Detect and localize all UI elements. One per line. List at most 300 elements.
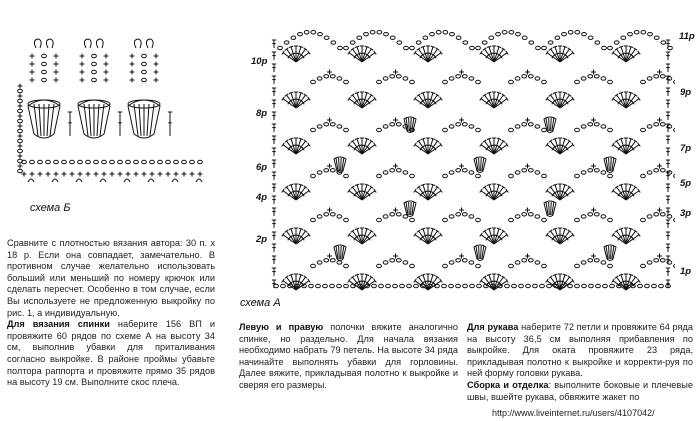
chain-stitch-symbol — [377, 218, 382, 221]
stitch-bar-symbol — [619, 228, 623, 229]
chain-stitch-symbol — [377, 80, 382, 83]
single-crochet-symbol — [104, 62, 109, 67]
chain-stitch-symbol — [654, 75, 659, 78]
stitch-bar-symbol — [431, 138, 435, 139]
chain-stitch-symbol — [396, 123, 401, 126]
single-crochet-symbol — [182, 172, 187, 177]
chain-stitch-symbol — [660, 259, 665, 262]
stitch-bar-symbol — [563, 138, 567, 139]
row-label-1: 1р — [680, 266, 692, 277]
treble-stitch-symbol — [626, 49, 635, 62]
treble-stitch-symbol — [626, 187, 635, 200]
chain-stitch-symbol — [476, 80, 481, 83]
chain-stitch-symbol — [330, 75, 335, 78]
single-crochet-symbol — [38, 172, 43, 177]
treble-stitch-symbol — [353, 95, 362, 108]
stitch-bar-symbol — [497, 46, 501, 47]
chain-stitch-symbol — [462, 169, 467, 172]
stitch-bar-symbol — [487, 92, 491, 93]
chain-stitch-symbol — [575, 128, 580, 131]
chain-stitch-symbol — [509, 218, 514, 221]
chain-stitch-symbol — [92, 54, 97, 57]
chain-stitch-symbol — [311, 128, 316, 131]
chain-stitch-symbol — [654, 169, 659, 172]
single-crochet-symbol — [80, 54, 85, 59]
chain-stitch-symbol — [449, 171, 454, 174]
loop-motif — [34, 39, 53, 48]
stitch-bar-symbol — [487, 46, 491, 47]
chain-stitch-symbol — [533, 284, 538, 287]
chain-stitch-symbol — [462, 213, 467, 216]
bell-rib — [139, 104, 141, 136]
chain-stitch-symbol — [364, 32, 369, 35]
chain-stitch-symbol — [410, 46, 415, 49]
chain-stitch-symbol — [18, 119, 23, 122]
stitch-bar-symbol — [619, 46, 623, 47]
chain-stitch-symbol — [641, 31, 646, 34]
chain-stitch-symbol — [608, 218, 613, 221]
chain-stitch-symbol — [469, 215, 474, 218]
chain-stitch-symbol — [608, 174, 613, 177]
chain-stitch-symbol — [535, 125, 540, 128]
pineapple-rib — [549, 202, 550, 215]
chain-stitch-symbol — [396, 169, 401, 172]
sleeve-body: наберите 72 петли и провяжите 64 ряда на высоту 36,5 см выполняя прибавления по выкройке. Для оката провяжите 23 ряда, прикладывая полотно к выкройке и корректи-руя по ней форму головки рукава. — [467, 322, 693, 379]
stitch-bar-symbol — [289, 184, 293, 185]
chain-stitch-symbol — [410, 174, 415, 177]
single-crochet-symbol — [18, 94, 23, 99]
chain-stitch-symbol — [522, 75, 527, 78]
treble-stitch-symbol — [551, 187, 560, 200]
chain-stitch-symbol — [443, 174, 448, 177]
chain-stitch-symbol — [330, 284, 335, 287]
chain-stitch-symbol — [602, 46, 607, 49]
pineapple-rib — [551, 202, 552, 215]
treble-stitch-symbol — [353, 231, 362, 244]
stitch-bar-symbol — [619, 274, 623, 275]
chain-stitch-symbol — [134, 160, 139, 163]
treble-stitch-symbol — [560, 231, 569, 244]
chain-stitch-symbol — [469, 171, 474, 174]
chain-stitch-symbol — [542, 218, 547, 221]
stitch-bar-symbol — [355, 184, 359, 185]
chain-stitch-symbol — [18, 149, 23, 152]
pineapple-rib — [609, 158, 610, 171]
row-label-10: 10р — [251, 56, 268, 67]
back-body: наберите 156 ВП и провяжите 60 рядов по схеме А на высоту 34 см, выполнив убавки для приталивания согласно выкройке. В районе проймы убавьте полтора раппорта и провяжите прямо 35 рядов на высоту 19 см. Выполните скос плеча. — [7, 319, 216, 388]
chain-stitch-symbol — [512, 284, 517, 287]
treble-stitch-symbol — [428, 141, 437, 154]
chain-stitch-symbol — [383, 171, 388, 174]
treble-stitch-symbol — [485, 231, 494, 244]
chain-stitch-symbol — [601, 171, 606, 174]
chain-stitch-symbol — [190, 160, 195, 163]
chain-stitch-symbol — [542, 128, 547, 131]
picot-symbol — [124, 179, 130, 182]
pineapple-rib — [481, 246, 482, 259]
chain-stitch-symbol — [469, 77, 474, 80]
chain-stitch-symbol — [535, 261, 540, 264]
single-crochet-symbol — [174, 172, 179, 177]
chain-stitch-symbol — [377, 128, 382, 131]
chain-stitch-symbol — [515, 171, 520, 174]
single-crochet-symbol — [657, 254, 662, 259]
stitch-bar-symbol — [421, 46, 425, 47]
chain-stitch-symbol — [608, 46, 613, 49]
chain-stitch-symbol — [588, 123, 593, 126]
chain-stitch-symbol — [601, 125, 606, 128]
single-crochet-symbol — [54, 70, 59, 75]
single-crochet-symbol — [525, 118, 530, 123]
chain-stitch-symbol — [535, 77, 540, 80]
chain-stitch-symbol — [660, 213, 665, 216]
chain-stitch-symbol — [110, 160, 115, 163]
single-crochet-symbol — [158, 172, 163, 177]
treble-stitch-symbol — [287, 277, 296, 290]
chain-stitch-symbol — [608, 128, 613, 131]
treble-stitch-symbol — [626, 141, 635, 154]
chain-stitch-symbol — [659, 284, 664, 287]
chain-stitch-symbol — [588, 213, 593, 216]
bell-rib — [134, 104, 138, 136]
treble-stitch-symbol — [296, 95, 305, 108]
treble-stitch-symbol — [296, 231, 305, 244]
chain-stitch-symbol — [641, 218, 646, 221]
row-label-11: 11р — [679, 31, 695, 42]
treble-stitch-symbol — [353, 187, 362, 200]
single-crochet-symbol — [18, 104, 23, 109]
pineapple-rib — [339, 158, 340, 171]
pineapple-rib — [479, 246, 480, 259]
chain-stitch-symbol — [588, 169, 593, 172]
chain-stitch-symbol — [42, 54, 47, 57]
treble-stitch-symbol — [551, 95, 560, 108]
single-crochet-symbol — [130, 70, 135, 75]
chain-stitch-symbol — [674, 128, 675, 131]
stitch-bar-symbol — [431, 92, 435, 93]
chain-stitch-symbol — [477, 284, 482, 287]
chain-stitch-symbol — [317, 261, 322, 264]
chain-stitch-symbol — [323, 284, 328, 287]
chain-stitch-symbol — [158, 160, 163, 163]
chain-stitch-symbol — [522, 169, 527, 172]
chain-stitch-symbol — [509, 31, 514, 34]
chain-stitch-symbol — [182, 160, 187, 163]
chain-stitch-symbol — [331, 41, 336, 44]
chain-stitch-symbol — [456, 75, 461, 78]
chain-stitch-symbol — [469, 261, 474, 264]
chain-stitch-symbol — [526, 284, 531, 287]
chain-stitch-symbol — [582, 32, 587, 35]
bell-rib — [39, 104, 41, 136]
chain-stitch-symbol — [390, 213, 395, 216]
chain-stitch-symbol — [42, 78, 47, 81]
treble-stitch-symbol — [362, 49, 371, 62]
treble-stitch-symbol — [485, 141, 494, 154]
treble-stitch-symbol — [287, 141, 296, 154]
single-crochet-symbol — [104, 78, 109, 83]
chain-stitch-symbol — [166, 160, 171, 163]
single-crochet-symbol — [198, 172, 203, 177]
chain-stitch-symbol — [330, 169, 335, 172]
chain-stitch-symbol — [284, 41, 289, 44]
single-crochet-symbol — [46, 172, 51, 177]
treble-stitch-symbol — [617, 141, 626, 154]
treble-stitch-symbol — [626, 231, 635, 244]
single-crochet-symbol — [130, 54, 135, 59]
chain-stitch-symbol — [645, 284, 650, 287]
stitch-bar-symbol — [431, 46, 435, 47]
stitch-bar-symbol — [487, 184, 491, 185]
stitch-bar-symbol — [299, 92, 303, 93]
stitch-bar-symbol — [619, 184, 623, 185]
row-label-6: 6р — [256, 162, 268, 173]
chain-stitch-symbol — [502, 31, 507, 34]
chain-stitch-symbol — [46, 160, 51, 163]
treble-stitch-symbol — [419, 95, 428, 108]
chain-stitch-symbol — [390, 259, 395, 262]
treble-stitch-symbol — [353, 141, 362, 154]
chain-stitch-symbol — [410, 264, 415, 267]
chain-stitch-symbol — [324, 75, 329, 78]
chain-stitch-symbol — [443, 264, 448, 267]
chain-stitch-symbol — [384, 32, 389, 35]
chain-stitch-symbol — [324, 36, 329, 39]
chain-stitch-symbol — [575, 31, 580, 34]
chain-stitch-symbol — [350, 41, 355, 44]
chain-stitch-symbol — [456, 259, 461, 262]
chain-stitch-symbol — [476, 174, 481, 177]
chain-stitch-symbol — [311, 174, 316, 177]
stitch-bar-symbol — [365, 184, 369, 185]
treble-stitch-symbol — [362, 95, 371, 108]
chain-stitch-symbol — [344, 80, 349, 83]
stitch-bar-symbol — [299, 46, 303, 47]
treble-stitch-symbol — [494, 277, 503, 290]
chain-stitch-symbol — [324, 123, 329, 126]
single-crochet-symbol — [459, 70, 464, 75]
treble-stitch-symbol — [494, 49, 503, 62]
chain-stitch-symbol — [575, 80, 580, 83]
chain-stitch-symbol — [529, 41, 534, 44]
chain-stitch-symbol — [317, 125, 322, 128]
chain-stitch-symbol — [647, 171, 652, 174]
row-label-5: 5р — [680, 178, 692, 189]
chain-stitch-symbol — [430, 32, 435, 35]
treble-stitch-symbol — [353, 49, 362, 62]
chain-stitch-symbol — [542, 174, 547, 177]
chain-stitch-symbol — [476, 218, 481, 221]
treble-stitch-symbol — [428, 95, 437, 108]
treble-stitch-symbol — [494, 231, 503, 244]
chain-stitch-symbol — [515, 261, 520, 264]
fronts-text — [239, 322, 458, 392]
chain-stitch-symbol — [309, 284, 314, 287]
single-crochet-symbol — [657, 208, 662, 213]
chain-stitch-symbol — [142, 78, 147, 81]
stitch-bar-symbol — [355, 92, 359, 93]
treble-stitch-symbol — [485, 95, 494, 108]
stitch-bar-symbol — [553, 92, 557, 93]
single-crochet-symbol — [54, 54, 59, 59]
single-crochet-symbol — [78, 172, 83, 177]
chain-stitch-symbol — [410, 80, 415, 83]
single-crochet-symbol — [18, 154, 23, 159]
single-crochet-symbol — [327, 118, 332, 123]
chain-stitch-symbol — [450, 32, 455, 35]
single-crochet-symbol — [591, 254, 596, 259]
treble-stitch-symbol — [494, 141, 503, 154]
stitch-bar-symbol — [355, 138, 359, 139]
stitch-bar-symbol — [629, 92, 633, 93]
chain-stitch-symbol — [528, 169, 533, 172]
chain-stitch-symbol — [476, 46, 481, 49]
row-label-2: 2р — [256, 234, 268, 245]
stitch-bar-symbol — [497, 274, 501, 275]
chain-stitch-symbol — [482, 41, 487, 44]
bell-rib — [84, 104, 88, 136]
chain-stitch-symbol — [674, 80, 675, 83]
gauge-and-back-text — [7, 238, 215, 389]
chain-stitch-symbol — [357, 36, 362, 39]
chain-stitch-symbol — [324, 213, 329, 216]
chain-stitch-symbol — [594, 75, 599, 78]
chain-stitch-symbol — [660, 169, 665, 172]
chain-stitch-symbol — [344, 264, 349, 267]
stitch-bar-symbol — [289, 46, 293, 47]
chain-stitch-symbol — [535, 215, 540, 218]
row-label-4: 4р — [256, 192, 268, 203]
chain-stitch-symbol — [528, 75, 533, 78]
chain-stitch-symbol — [330, 259, 335, 262]
chain-stitch-symbol — [344, 218, 349, 221]
stitch-bar-symbol — [355, 274, 359, 275]
sleeve-paragraph — [467, 322, 693, 380]
chain-stitch-symbol — [344, 46, 349, 49]
chain-stitch-symbol — [397, 41, 402, 44]
bell-rib — [34, 104, 38, 136]
treble-stitch-symbol — [287, 187, 296, 200]
chain-stitch-symbol — [528, 123, 533, 126]
stitch-bar-symbol — [421, 184, 425, 185]
single-crochet-symbol — [190, 172, 195, 177]
chain-stitch-symbol — [470, 284, 475, 287]
stitch-bar-symbol — [487, 274, 491, 275]
scheme-b-diagram — [14, 38, 224, 188]
single-crochet-symbol — [86, 172, 91, 177]
chain-stitch-symbol — [614, 41, 619, 44]
single-crochet-symbol — [154, 78, 159, 83]
chain-stitch-symbol — [443, 128, 448, 131]
chain-stitch-symbol — [142, 54, 147, 57]
chain-stitch-symbol — [528, 213, 533, 216]
stitch-bar-symbol — [421, 274, 425, 275]
chain-stitch-symbol — [86, 160, 91, 163]
picot-symbol — [52, 179, 58, 182]
chain-stitch-symbol — [634, 31, 639, 34]
chain-stitch-symbol — [372, 284, 377, 287]
chain-stitch-symbol — [377, 174, 382, 177]
chain-stitch-symbol — [588, 259, 593, 262]
chain-stitch-symbol — [595, 41, 600, 44]
chain-stitch-symbol — [414, 284, 419, 287]
single-crochet-symbol — [30, 62, 35, 67]
chain-stitch-symbol — [660, 123, 665, 126]
chain-stitch-symbol — [562, 32, 567, 35]
treble-stitch-symbol — [617, 187, 626, 200]
chain-stitch-symbol — [596, 284, 601, 287]
single-crochet-symbol — [459, 254, 464, 259]
stitch-bar-symbol — [619, 92, 623, 93]
picot-symbol — [172, 179, 178, 182]
stitch-bar-symbol — [553, 274, 557, 275]
chain-stitch-symbol — [18, 109, 23, 112]
chain-stitch-symbol — [575, 284, 580, 287]
bell-rib — [100, 104, 104, 136]
chain-stitch-symbol — [324, 169, 329, 172]
chain-stitch-symbol — [383, 77, 388, 80]
chain-stitch-symbol — [449, 215, 454, 218]
picot-symbol — [148, 179, 154, 182]
chain-stitch-symbol — [463, 284, 468, 287]
source-url[interactable]: http://www.liveinternet.ru/users/4107042/ — [492, 408, 655, 418]
chain-stitch-symbol — [581, 261, 586, 264]
single-crochet-symbol — [393, 118, 398, 123]
chain-stitch-symbol — [383, 125, 388, 128]
chain-stitch-symbol — [542, 46, 547, 49]
stitch-bar-symbol — [299, 274, 303, 275]
chain-stitch-symbol — [18, 139, 23, 142]
chain-stitch-symbol — [456, 123, 461, 126]
bell-rib — [89, 104, 91, 136]
single-crochet-symbol — [104, 54, 109, 59]
single-crochet-symbol — [154, 54, 159, 59]
bell-rib — [50, 104, 54, 136]
stitch-bar-symbol — [365, 274, 369, 275]
single-crochet-symbol — [327, 70, 332, 75]
single-crochet-symbol — [54, 78, 59, 83]
chain-stitch-symbol — [198, 160, 203, 163]
stitch-bar-symbol — [421, 92, 425, 93]
chain-stitch-symbol — [463, 41, 468, 44]
chain-stitch-symbol — [647, 125, 652, 128]
chain-stitch-symbol — [142, 70, 147, 73]
chain-stitch-symbol — [317, 171, 322, 174]
single-crochet-symbol — [657, 70, 662, 75]
chain-stitch-symbol — [298, 32, 303, 35]
chain-stitch-symbol — [621, 36, 626, 39]
row-label-9: 9р — [680, 87, 692, 98]
single-crochet-symbol — [80, 70, 85, 75]
single-crochet-symbol — [30, 54, 35, 59]
chain-stitch-symbol — [404, 46, 409, 49]
picot-symbol — [76, 179, 82, 182]
chain-stitch-symbol — [575, 218, 580, 221]
chain-stitch-symbol — [304, 31, 309, 34]
chain-stitch-symbol — [386, 284, 391, 287]
stitch-bar-symbol — [487, 138, 491, 139]
treble-stitch-symbol — [419, 231, 428, 244]
single-crochet-symbol — [142, 172, 147, 177]
chain-stitch-symbol — [379, 284, 384, 287]
row-label-8: 8р — [256, 108, 268, 119]
stitch-bar-symbol — [289, 228, 293, 229]
chain-stitch-symbol — [489, 36, 494, 39]
treble-stitch-symbol — [296, 187, 305, 200]
chain-stitch-symbol — [324, 259, 329, 262]
chain-stitch-symbol — [456, 213, 461, 216]
chain-stitch-symbol — [442, 284, 447, 287]
